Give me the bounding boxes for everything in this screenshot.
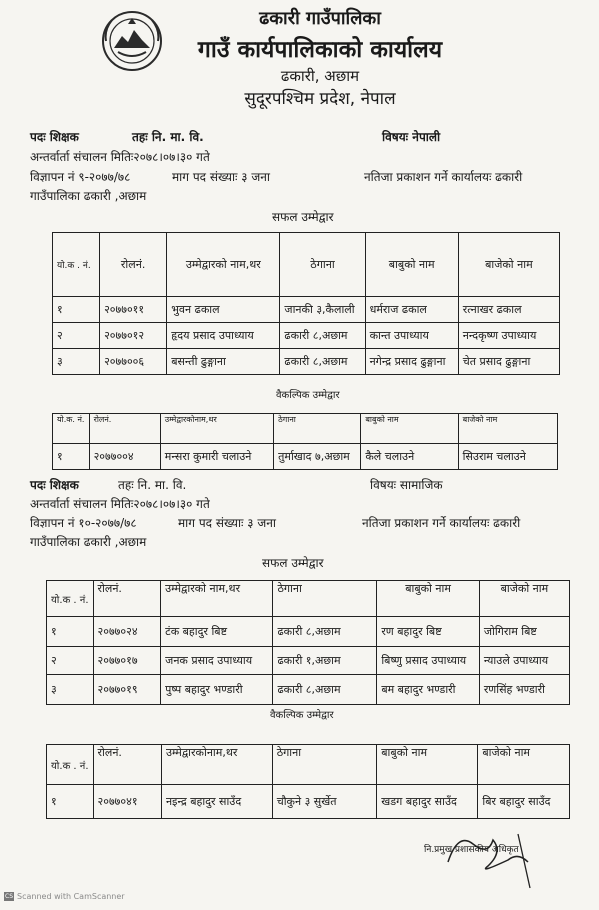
success-table <box>46 580 570 705</box>
cell: २०७७००४ <box>89 444 160 470</box>
alternate-title: वैकल्पिक उम्मेद्वार <box>276 390 340 401</box>
cell: १ <box>47 785 94 819</box>
table-row <box>53 297 560 323</box>
cell: रणसिंह भण्डारी <box>479 675 569 705</box>
success-table <box>52 232 560 375</box>
cell: २०७७०१२ <box>100 323 167 349</box>
header-cell: बाबुको नाम <box>365 233 458 297</box>
advert-number: विज्ञापन नं १०-२०७७/७८ <box>30 516 137 530</box>
level-label: तहः नि. मा. वि. <box>132 130 204 144</box>
cell: चौकुने ३ सुर्खेत <box>272 785 377 819</box>
header-cell: बाजेको नाम <box>458 233 559 297</box>
cell: बिर बहादुर साउँद <box>478 785 570 819</box>
cell: २०७७००६ <box>100 349 167 375</box>
header-cell: बाबुको नाम <box>361 414 458 444</box>
cell: धर्मराज ढकाल <box>365 297 458 323</box>
alternate-title: वैकल्पिक उम्मेद्वार <box>270 710 334 721</box>
cell: मन्सरा कुमारी चलाउने <box>160 444 273 470</box>
cell: नइन्द्र बहादुर साउँद <box>161 785 272 819</box>
header-cell: उम्मेद्वारको नाम,थर <box>167 233 280 297</box>
header-cell: रोलनं. <box>100 233 167 297</box>
level-label: तहः नि. मा. वि. <box>118 478 187 492</box>
cell: जनक प्रसाद उपाध्याय <box>161 647 273 675</box>
cell: बसन्ती ढुङ्गाना <box>167 349 280 375</box>
result-office-cont: गाउँपालिका ढकारी ,अछाम <box>30 535 147 549</box>
header-cell: बाजेको नाम <box>458 414 557 444</box>
cell: १ <box>47 617 94 647</box>
header-cell: यो.क. नं. <box>53 414 90 444</box>
cell: जानकी ३,कैलाली <box>280 297 365 323</box>
cell: हृदय प्रसाद उपाध्याय <box>167 323 280 349</box>
cell: बम बहादुर भण्डारी <box>377 675 480 705</box>
cell: २०७७०११ <box>100 297 167 323</box>
cell: ३ <box>53 349 100 375</box>
cell: २०७७०४१ <box>93 785 161 819</box>
municipality-name: ढकारी गाउँपालिका <box>259 8 381 29</box>
demand-count: माग पद संख्याः ३ जना <box>178 516 277 530</box>
cell: तुर्माखाद ७,अछाम <box>274 444 361 470</box>
result-office: नतिजा प्रकाशन गर्ने कार्यालयः ढकारी <box>362 516 521 530</box>
cell: २०७७०१९ <box>93 675 161 705</box>
demand-count: माग पद संख्याः ३ जना <box>172 170 271 184</box>
table-header-row <box>47 581 570 617</box>
table-header-row <box>53 414 558 444</box>
cell: ढकारी ८,अछाम <box>273 675 377 705</box>
header-cell: ठेगाना <box>272 745 377 785</box>
interview-date: अन्तर्वार्ता संचालन मितिः२०७८।०७।३० गते <box>30 150 210 164</box>
result-office-cont: गाउँपालिका ढकारी ,अछाम <box>30 189 147 203</box>
subject-label: विषयः सामाजिक <box>370 478 443 492</box>
cell: चेत प्रसाद ढुङ्गाना <box>458 349 559 375</box>
header-cell: यो.क . नं. <box>53 233 100 297</box>
signatory-title: नि.प्रमुख प्रशासकीय अधिकृत <box>424 845 519 855</box>
table-header-row <box>53 233 560 297</box>
cell: भुवन ढकाल <box>167 297 280 323</box>
cell: १ <box>53 444 90 470</box>
header-cell: उम्मेद्वारकोनाम,थर <box>160 414 273 444</box>
scanner-watermark <box>4 892 125 901</box>
header-cell: ठेगाना <box>273 581 377 617</box>
cell: ढकारी १,अछाम <box>273 647 377 675</box>
cell: ढकारी ८,अछाम <box>280 349 365 375</box>
post-label: पदः शिक्षक <box>30 478 79 492</box>
advert-number: विज्ञापन नं ९-२०७७/७८ <box>30 170 131 184</box>
table-row <box>53 349 560 375</box>
cell: कान्त उपाध्याय <box>365 323 458 349</box>
table-row <box>47 785 570 819</box>
office-address: ढकारी, अछाम <box>280 67 360 85</box>
cell: सिउराम चलाउने <box>458 444 557 470</box>
header-cell: बाजेको नाम <box>478 745 570 785</box>
cell: टंक बहादुर बिष्ट <box>161 617 273 647</box>
header-cell: यो.क . नं. <box>47 581 94 617</box>
header-cell: बाबुको नाम <box>377 745 478 785</box>
cell: कैले चलाउने <box>361 444 458 470</box>
header-cell: यो.क . नं. <box>47 745 94 785</box>
cell: २ <box>47 647 94 675</box>
header-cell: रोलनं. <box>93 745 161 785</box>
subject-label: विषयः नेपाली <box>382 130 441 144</box>
header-cell: उम्मेद्वारकोनाम,थर <box>161 745 272 785</box>
cell: ३ <box>47 675 94 705</box>
table-row <box>53 323 560 349</box>
cell: २०७७०२४ <box>93 617 161 647</box>
cell: जोगिराम बिष्ट <box>479 617 569 647</box>
cell: १ <box>53 297 100 323</box>
post-label: पदः शिक्षक <box>30 130 79 144</box>
alternate-table <box>52 413 558 470</box>
cell: ढकारी ८,अछाम <box>273 617 377 647</box>
camscanner-logo-icon: CS <box>5 893 13 900</box>
result-office: नतिजा प्रकाशन गर्ने कार्यालयः ढकारी <box>364 170 523 184</box>
cell: न्याउले उपाध्याय <box>479 647 569 675</box>
table-row <box>47 647 570 675</box>
alternate-table <box>46 744 570 819</box>
scanner-text: Scanned with CamScanner <box>17 892 125 901</box>
cell: नन्दकृष्ण उपाध्याय <box>458 323 559 349</box>
success-title: सफल उम्मेद्वार <box>272 210 334 224</box>
office-title: गाउँ कार्यपालिकाको कार्यालय <box>197 37 443 63</box>
interview-date: अन्तर्वार्ता संचालन मितिः२०७८।०७।३० गते <box>30 497 210 511</box>
cell: रत्नाखर ढकाल <box>458 297 559 323</box>
cell: ढकारी ८,अछाम <box>280 323 365 349</box>
table-row <box>47 617 570 647</box>
table-header-row <box>47 745 570 785</box>
table-row <box>53 444 558 470</box>
header-cell: उम्मेद्वारको नाम,थर <box>161 581 273 617</box>
header-cell: ठेगाना <box>280 233 365 297</box>
cell: नगेन्द्र प्रसाद ढुङ्गाना <box>365 349 458 375</box>
cell: खडग बहादुर साउँद <box>377 785 478 819</box>
header-cell: बाबुको नाम <box>377 581 480 617</box>
signature-stroke <box>418 822 558 892</box>
cell: २ <box>53 323 100 349</box>
table-row <box>47 675 570 705</box>
success-title: सफल उम्मेद्वार <box>262 556 324 570</box>
header-cell: रोलनं. <box>93 581 161 617</box>
cell: रण बहादुर बिष्ट <box>377 617 480 647</box>
province-name: सुदूरपश्चिम प्रदेश, नेपाल <box>244 89 396 109</box>
cell: पुष्प बहादुर भण्डारी <box>161 675 273 705</box>
header-cell: ठेगाना <box>274 414 361 444</box>
header-cell: बाजेको नाम <box>479 581 569 617</box>
header-cell: रोलनं. <box>89 414 160 444</box>
cell: बिष्णु प्रसाद उपाध्याय <box>377 647 480 675</box>
cell: २०७७०१७ <box>93 647 161 675</box>
